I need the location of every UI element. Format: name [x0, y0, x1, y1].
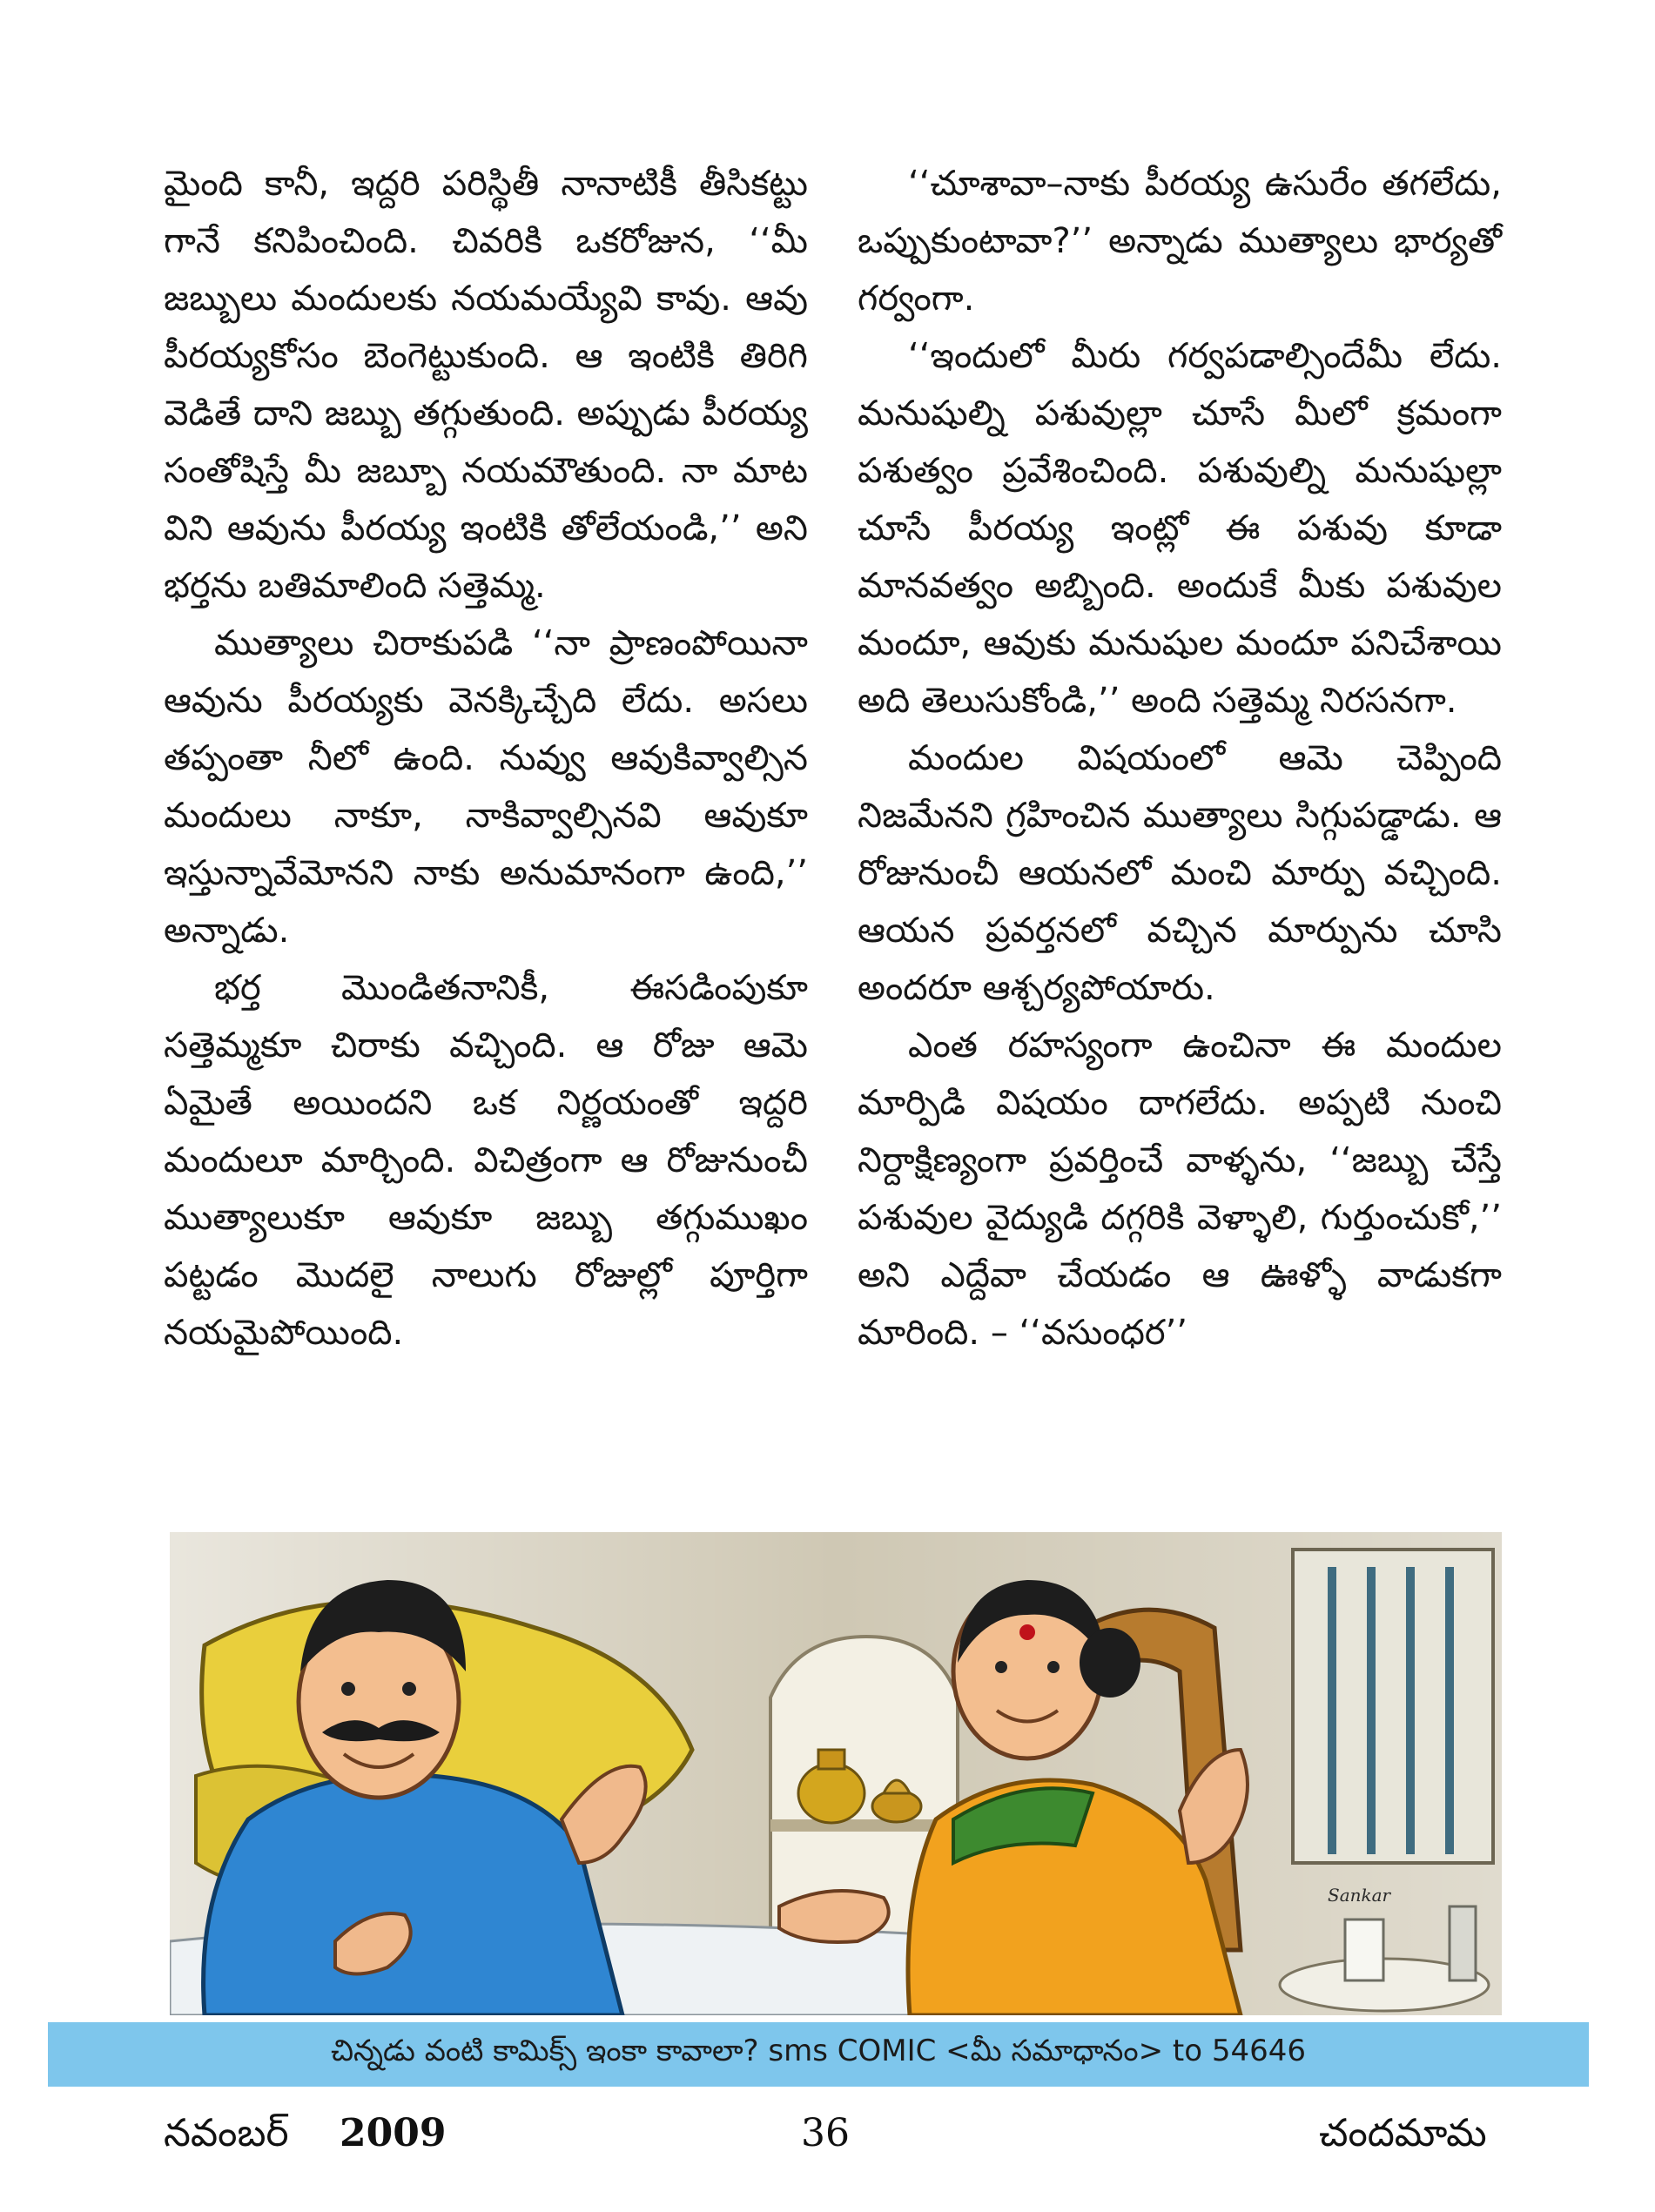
sms-promo-banner [48, 2022, 1589, 2087]
illustration-drawing [170, 1532, 1502, 2015]
footer-year: 2009 [340, 2111, 447, 2155]
story-illustration [170, 1532, 1502, 2015]
story-paragraph: ముత్యాలు చిరాకుపడి ‘‘నా ప్రాణంపోయినా ఆవును పీరయ్యకు వెనక్కిచ్చేది లేదు. అసలు తప్పంతా నీలో ఉంది. నువ్వు ఆవుకివ్వాల్సిన మందులు నాకూ, నాకివ్వాల్సినవి ఆవుకూ ఇస్తున్నావేమోనని నాకు అనుమానంగా ఉంది,’’ అన్నాడు. [164, 623, 808, 951]
story-paragraph: ఎంత రహస్యంగా ఉంచినా ఈ మందుల మార్పిడి విషయం దాగలేదు. అప్పటి నుంచి నిర్దాక్షిణ్యంగా ప్రవర్తించే వాళ్ళను, ‘‘జబ్బు చేస్తే పశువుల వైద్యుడి దగ్గరికి వెళ్ళాలి, గుర్తుంచుకో,’’ అని ఎద్దేవా చేయడం ఆ ఊళ్ళో వాడుకగా మారింది. – ‘‘వసుంధర’’ [858, 1025, 1502, 1353]
story-column-left [164, 155, 808, 1361]
artist-signature: Sankar [1328, 1885, 1391, 1906]
story-paragraph: ‘‘ఇందులో మీరు గర్వపడాల్సిందేమీ లేదు. మనుషుల్ని పశువుల్లా చూసే మీలో క్రమంగా పశుత్వం ప్రవేశించింది. పశువుల్ని మనుషుల్లా చూసే పీరయ్య ఇంట్లో ఈ పశువు కూడా మానవత్వం అబ్బింది. అందుకే మీకు పశువుల మందూ, ఆవుకు మనుషుల మందూ పనిచేశాయి అది తెలుసుకోండి,’’ అంది సత్తెమ్మ నిరసనగా. [858, 336, 1502, 721]
page-number: 36 [801, 2111, 850, 2155]
story-paragraph: మందుల విషయంలో ఆమె చెప్పింది నిజమేనని గ్రహించిన ముత్యాలు సిగ్గుపడ్డాడు. ఆ రోజునుంచీ ఆయనలో మంచి మార్పు వచ్చింది. ఆయన ప్రవర్తనలో వచ్చిన మార్పును చూసి అందరూ ఆశ్చర్యపోయారు. [858, 738, 1502, 1008]
footer-month: నవంబర్ [164, 2111, 289, 2155]
story-column-right [858, 155, 1502, 1361]
story-paragraph: ‘‘చూశావా–నాకు పీరయ్య ఉసురేం తగలేదు, ఒప్పుకుంటావా?’’ అన్నాడు ముత్యాలు భార్యతో గర్వంగా. [858, 164, 1502, 319]
magazine-name: చందమామ [1319, 2111, 1487, 2155]
story-paragraph: భర్త మొండితనానికీ, ఈసడింపుకూ సత్తెమ్మకూ చిరాకు వచ్చింది. ఆ రోజు ఆమె ఏమైతే అయిందని ఒక నిర్ణయంతో ఇద్దరి మందులూ మార్చింది. విచిత్రంగా ఆ రోజునుంచీ ముత్యాలుకూ ఆవుకూ జబ్బు తగ్గుముఖం పట్టడం మొదలై నాలుగు రోజుల్లో పూర్తిగా నయమైపోయింది. [164, 968, 808, 1353]
story-paragraph: మైంది కానీ, ఇద్దరి పరిస్థితీ నానాటికీ తీసికట్టు గానే కనిపించింది. చివరికి ఒకరోజున, ‘‘మీ జబ్బులు మందులకు నయమయ్యేవి కావు. ఆవు పీరయ్యకోసం బెంగెట్టుకుంది. ఆ ఇంటికి తిరిగి వెడితే దాని జబ్బు తగ్గుతుంది. అప్పుడు పీరయ్య సంతోషిస్తే మీ జబ్బూ నయమౌతుంది. నా మాట విని ఆవును పీరయ్య ఇంటికి తోలేయండి,’’ అని భర్తను బతిమాలింది సత్తెమ్మ. [164, 164, 808, 606]
promo-text: చిన్నడు వంటి కామిక్స్ ఇంకా కావాలా? sms COMIC <మీ సమాధానం> to 54646 [330, 2034, 1307, 2068]
